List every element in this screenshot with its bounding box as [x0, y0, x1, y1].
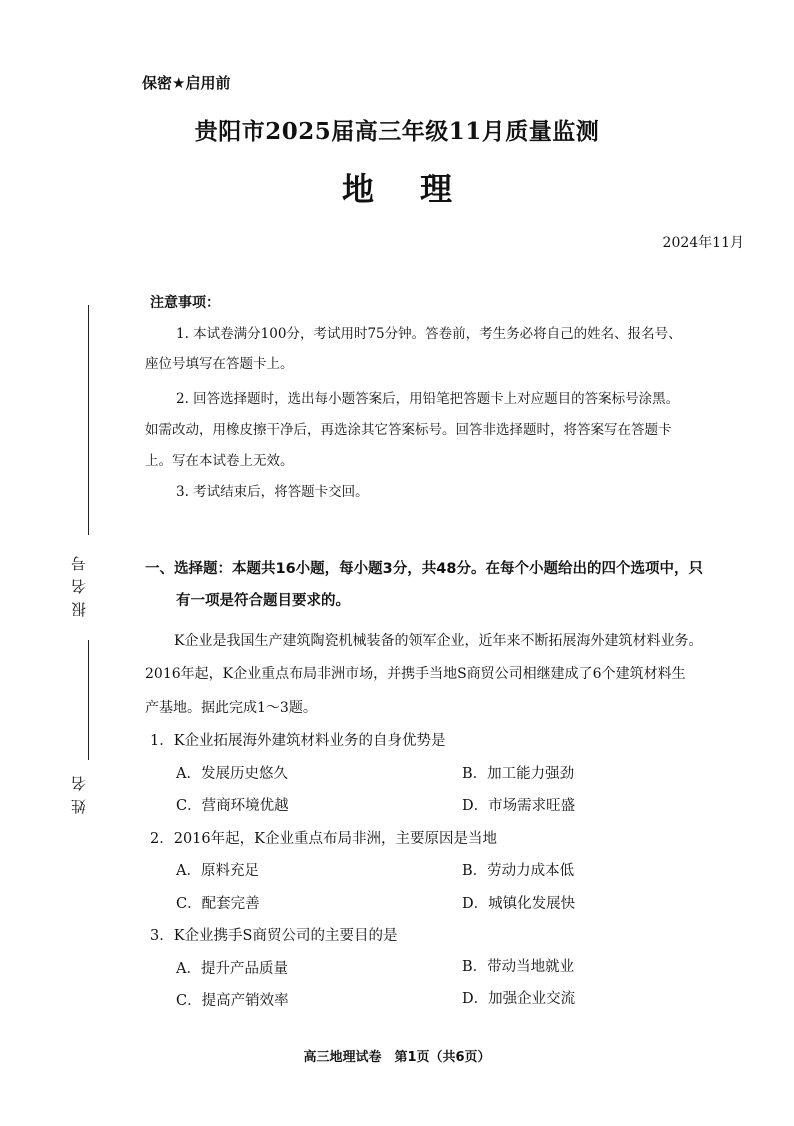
notice-line: 上。写在本试卷上无效。	[145, 453, 294, 469]
name-line	[88, 640, 89, 760]
passage-line: K企业是我国生产建筑陶瓷机械装备的领军企业，近年来不断拓展海外建筑材料业务。	[174, 633, 703, 649]
notice-line: 座位号填写在答题卡上。	[145, 356, 294, 372]
subject-title: 地理	[341, 170, 498, 208]
question-option: D．加强企业交流	[462, 991, 576, 1007]
question-option: A．提升产品质量	[176, 961, 288, 977]
registration-number-line	[88, 305, 89, 535]
notice-line: 3. 考试结束后，将答题卡交回。	[176, 484, 369, 500]
question-option: C．营商环境优越	[176, 798, 289, 814]
notice-line: 2. 回答选择题时，选出每小题答案后，用铅笔把答题卡上对应题目的答案标号涂黑。	[176, 391, 680, 407]
question-option: C．配套完善	[176, 896, 260, 912]
question-stem: 3．K企业携手S商贸公司的主要目的是	[150, 928, 398, 944]
section-heading-cont: 有一项是符合题目要求的。	[176, 593, 350, 609]
name-label: 姓名	[70, 768, 88, 814]
question-option: D．城镇化发展快	[462, 896, 576, 912]
question-option: B．加工能力强劲	[462, 766, 575, 782]
notice-heading: 注意事项：	[150, 295, 220, 311]
question-option: D．市场需求旺盛	[462, 798, 576, 814]
passage-line: 产基地。据此完成1～3题。	[145, 700, 317, 716]
question-option: B．带动当地就业	[462, 959, 575, 975]
question-option: A．原料充足	[176, 863, 259, 879]
notice-line: 如需改动，用橡皮擦干净后，再选涂其它答案标号。回答非选择题时，将答案写在答题卡	[145, 422, 672, 438]
question-stem: 2．2016年起，K企业重点布局非洲，主要原因是当地	[150, 831, 497, 847]
question-option: B．劳动力成本低	[462, 863, 575, 879]
section-heading: 一、选择题：本题共16小题，每小题3分，共48分。在每个小题给出的四个选项中，只	[145, 561, 703, 577]
question-stem: 1．K企业拓展海外建筑材料业务的自身优势是	[150, 733, 446, 749]
question-option: A．发展历史悠久	[176, 766, 288, 782]
exam-title: 贵阳市2025届高三年级11月质量监测	[194, 118, 600, 145]
registration-number-label: 报名号	[70, 548, 88, 617]
notice-line: 1. 本试卷满分100分，考试用时75分钟。答卷前，考生务必将自己的姓名、报名号、	[176, 326, 682, 342]
confidential-mark: 保密★启用前	[142, 74, 231, 92]
exam-date: 2024年11月	[662, 235, 744, 251]
question-option: C．提高产销效率	[176, 993, 289, 1009]
page-footer: 高三地理试卷 第1页（共6页）	[303, 1050, 491, 1065]
passage-line: 2016年起，K企业重点布局非洲市场，并携手当地S商贸公司相继建成了6个建筑材料生	[145, 666, 686, 682]
